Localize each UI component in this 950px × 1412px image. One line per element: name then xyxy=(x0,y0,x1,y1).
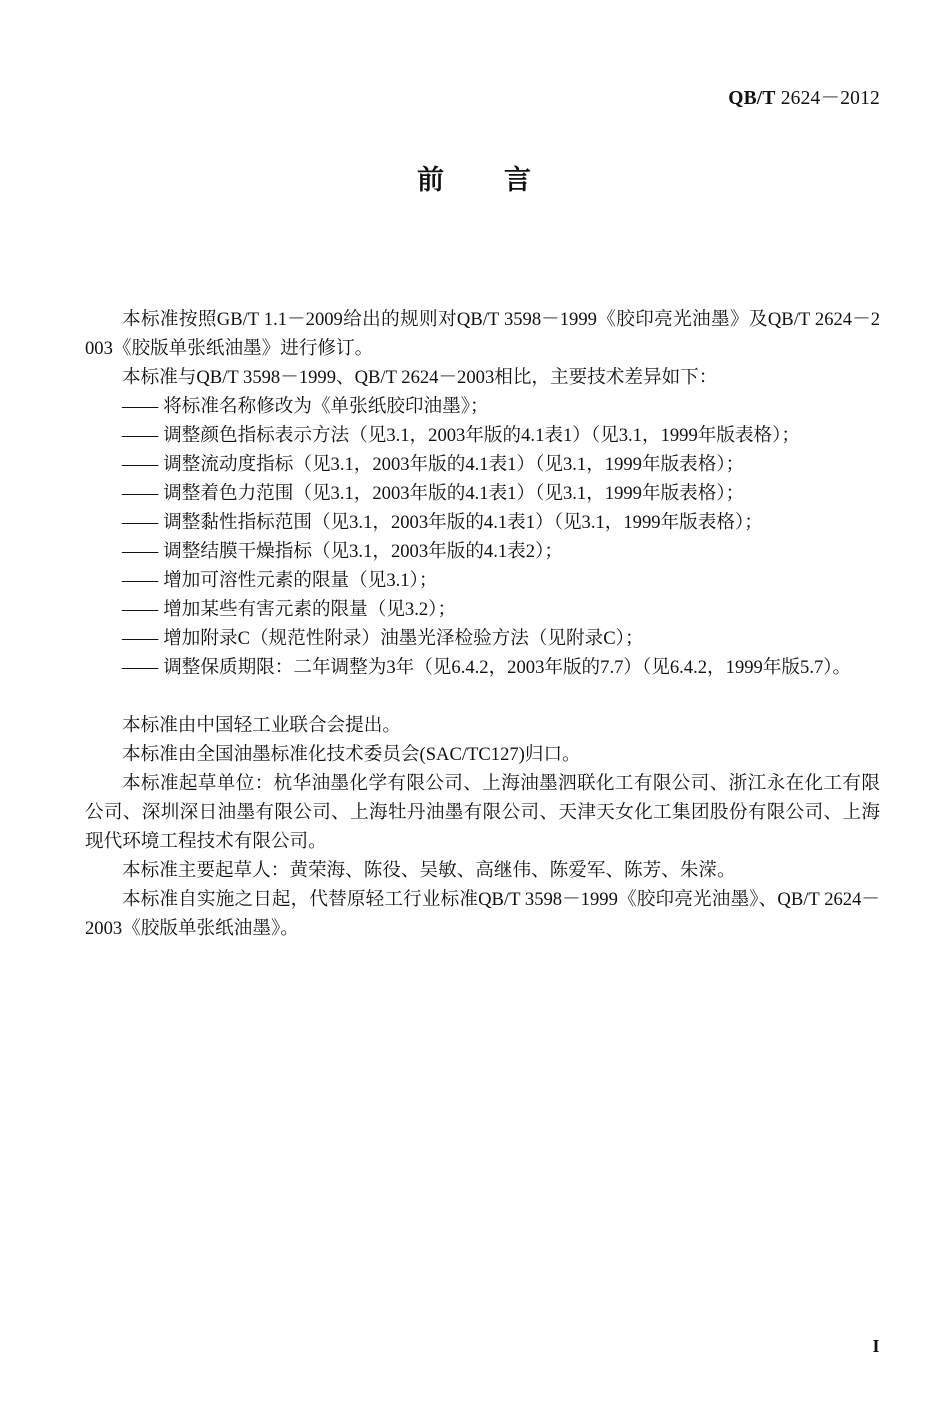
list-item-text: 调整着色力范围（见3.1，2003年版的4.1表1）（见3.1，1999年版表格）； xyxy=(163,483,745,504)
list-item xyxy=(85,421,880,450)
paragraph-spacer xyxy=(85,682,880,711)
foreword-intro-paragraph-1: 本标准按照GB/T 1.1－2009给出的规则对QB/T 3598－1999《胶印亮光油墨》及QB/T 2624－2003《胶版单张纸油墨》进行修订。 xyxy=(85,309,880,359)
page-footer xyxy=(70,1336,880,1357)
foreword-intro-paragraph-2: 本标准与QB/T 3598－1999、QB/T 2624－2003相比，主要技术差异如下： xyxy=(122,367,718,388)
dash-bullet-icon: —— xyxy=(122,454,158,475)
list-item xyxy=(85,595,880,624)
list-item-text: 调整结膜干燥指标（见3.1，2003年版的4.1表2）； xyxy=(163,541,563,562)
list-item xyxy=(85,653,880,682)
foreword-committee-paragraph: 本标准由全国油墨标准化技术委员会(SAC/TC127)归口。 xyxy=(122,744,581,765)
page-title: 前 言 xyxy=(417,165,533,195)
dash-bullet-icon: —— xyxy=(122,599,158,620)
list-item xyxy=(85,624,880,653)
foreword-body xyxy=(85,305,880,943)
standard-number xyxy=(70,82,880,110)
list-item xyxy=(85,450,880,479)
list-item-text: 调整保质期限：二年调整为3年（见6.4.2，2003年版的7.7）（见6.4.2，1999年版5.7）。 xyxy=(163,657,852,678)
foreword-drafters-paragraph: 本标准主要起草人：黄荣海、陈役、吴敏、高继伟、陈爱军、陈芳、朱溁。 xyxy=(122,860,736,881)
dash-bullet-icon: —— xyxy=(122,628,158,649)
list-item xyxy=(85,566,880,595)
dash-bullet-icon: —— xyxy=(122,396,158,417)
list-item xyxy=(85,508,880,537)
list-item xyxy=(85,479,880,508)
dash-bullet-icon: —— xyxy=(122,425,158,446)
foreword-proposer-paragraph: 本标准由中国轻工业联合会提出。 xyxy=(122,715,401,736)
list-item-text: 增加某些有害元素的限量（见3.2）； xyxy=(163,599,457,620)
dash-bullet-icon: —— xyxy=(122,570,158,591)
list-item-text: 调整黏性指标范围（见3.1，2003年版的4.1表1）（见3.1，1999年版表格）； xyxy=(163,512,763,533)
technical-changes-list xyxy=(85,392,880,682)
foreword-drafting-units-paragraph: 本标准起草单位：杭华油墨化学有限公司、上海油墨泗联化工有限公司、浙江永在化工有限公司、深圳深日油墨有限公司、上海牡丹油墨有限公司、天津天女化工集团股份有限公司、上海现代环境工程技术有限公司。 xyxy=(85,773,880,852)
list-item-text: 增加附录C（规范性附录）油墨光泽检验方法（见附录C）； xyxy=(163,628,644,649)
dash-bullet-icon: —— xyxy=(122,541,158,562)
dash-bullet-icon: —— xyxy=(122,512,158,533)
running-header xyxy=(70,82,880,108)
standard-number-rest: 2624－2012 xyxy=(775,88,880,109)
list-item-text: 调整颜色指标表示方法（见3.1，2003年版的4.1表1）（见3.1，1999年版表格）； xyxy=(163,425,801,446)
foreword-replacement-paragraph: 本标准自实施之日起，代替原轻工行业标准QB/T 3598－1999《胶印亮光油墨》、QB/T 2624－2003《胶版单张纸油墨》。 xyxy=(85,889,880,939)
list-item xyxy=(85,537,880,566)
dash-bullet-icon: —— xyxy=(122,657,158,678)
standard-number-prefix: QB/T xyxy=(728,88,776,109)
list-item-text: 增加可溶性元素的限量（见3.1）； xyxy=(163,570,438,591)
page-number: I xyxy=(872,1336,880,1356)
list-item-text: 调整流动度指标（见3.1，2003年版的4.1表1）（见3.1，1999年版表格）； xyxy=(163,454,745,475)
list-item xyxy=(85,392,880,421)
dash-bullet-icon: —— xyxy=(122,483,158,504)
list-item-text: 将标准名称修改为《单张纸胶印油墨》； xyxy=(163,396,489,417)
